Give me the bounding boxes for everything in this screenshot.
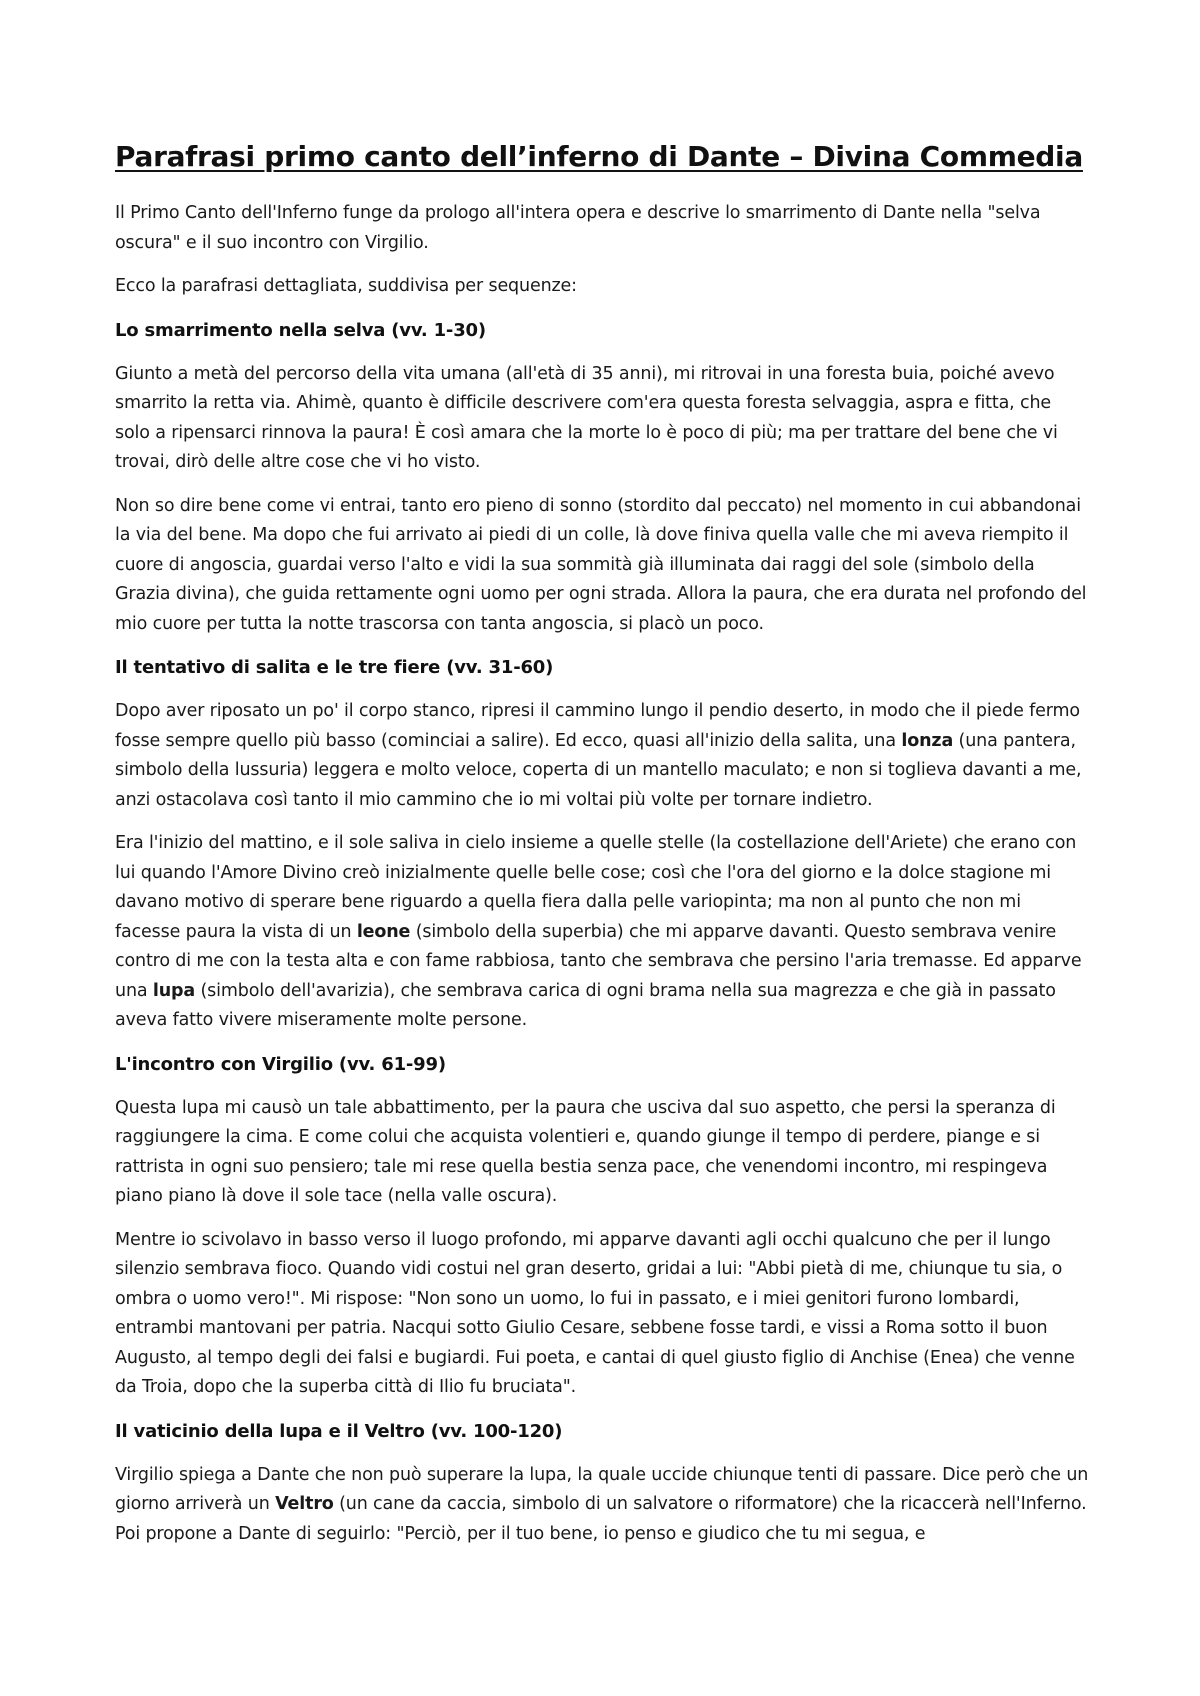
body-paragraph: Dopo aver riposato un po' il corpo stanco, ripresi il cammino lungo il pendio deserto, in modo che il piede fermo fosse sempre quello più basso (cominciai a salire). Ed ecco, quasi all'inizio della salita, una lonza (una pantera, simbolo della lussuria) leggera e molto veloce, coperta di un mantello maculato; e non si toglieva davanti a me, anzi ostacolava così tanto il mio cammino che io mi voltai più volte per tornare indietro.: [115, 701, 1082, 810]
section-heading-veltro: Il vaticinio della lupa e il Veltro (vv. 100-120): [115, 1420, 563, 1442]
body-paragraph: Non so dire bene come vi entrai, tanto ero pieno di sonno (stordito dal peccato) nel momento in cui abbandonai la via del bene. Ma dopo che fui arrivato ai piedi di un colle, là dove finiva quella valle che mi aveva riempito il cuore di angoscia, guardai verso l'alto e vidi la sua sommità già illuminata dai raggi del sole (simbolo della Grazia divina), che guida rettamente ogni uomo per ogni strada. Allora la paura, che era durata nel profondo del mio cuore per tutta la notte trascorsa con tanta angoscia, si placò un poco.: [115, 495, 1087, 634]
body-paragraph: Era l'inizio del mattino, e il sole saliva in cielo insieme a quelle stelle (la costellazione dell'Ariete) che erano con lui quando l'Amore Divino creò inizialmente quelle belle cose; così che l'ora del giorno e la dolce stagione mi davano motivo di sperare bene riguardo a quella fiera dalla pelle variopinta; ma non al punto che non mi facesse paura la vista di un leone (simbolo della superbia) che mi apparve davanti. Questo sembrava venire contro di me con la testa alta e con fame rabbiosa, tanto che sembrava che persino l'aria tremasse. Ed apparve una lupa (simbolo dell'avarizia), che sembrava carica di ogni brama nella sua magrezza e che già in passato aveva fatto vivere miseramente molte persone.: [115, 833, 1082, 1030]
document-title: Parafrasi primo canto dell’inferno di Dante – Divina Commedia: [115, 140, 1083, 173]
keyword-lupa: lupa: [152, 980, 196, 1001]
keyword-leone: leone: [356, 921, 411, 942]
body-paragraph: Virgilio spiega a Dante che non può superare la lupa, la quale uccide chiunque tenti di passare. Dice però che un giorno arriverà un Veltro (un cane da caccia, simbolo di un salvatore o riformatore) che la ricaccerà nell'Inferno. Poi propone a Dante di seguirlo: "Perciò, per il tuo bene, io penso e giudico che tu mi segua, e: [115, 1464, 1089, 1544]
section-heading-virgilio: L'incontro con Virgilio (vv. 61-99): [115, 1053, 446, 1075]
body-paragraph: Giunto a metà del percorso della vita umana (all'età di 35 anni), mi ritrovai in una foresta buia, poiché avevo smarrito la retta via. Ahimè, quanto è difficile descrivere com'era questa foresta selvaggia, aspra e fitta, che solo a ripensarci rinnova la paura! È così amara che la morte lo è poco di più; ma per trattare del bene che vi trovai, dirò delle altre cose che vi ho visto.: [115, 363, 1058, 472]
keyword-lonza: lonza: [901, 730, 954, 751]
lead-paragraph: Ecco la parafrasi dettagliata, suddivisa per sequenze:: [115, 276, 577, 296]
section-heading-tre-fiere: Il tentativo di salita e le tre fiere (vv. 31-60): [115, 657, 554, 678]
document-page: [115, 140, 1090, 1563]
intro-paragraph: Il Primo Canto dell'Inferno funge da prologo all'intera opera e descrive lo smarrimento di Dante nella "selva oscura" e il suo incontro con Virgilio.: [115, 203, 1041, 253]
body-paragraph: Mentre io scivolavo in basso verso il luogo profondo, mi apparve davanti agli occhi qualcuno che per il lungo silenzio sembrava fioco. Quando vidi costui nel gran deserto, gridai a lui: "Abbi pietà di me, chiunque tu sia, o ombra o uomo vero!". Mi rispose: "Non sono un uomo, lo fui in passato, e i miei genitori furono lombardi, entrambi mantovani per patria. Nacqui sotto Giulio Cesare, sebbene fosse tardi, e vissi a Roma sotto il buon Augusto, al tempo degli dei falsi e bugiardi. Fui poeta, e cantai di quel giusto figlio di Anchise (Enea) che venne da Troia, dopo che la superba città di Ilio fu bruciata".: [115, 1229, 1075, 1397]
section-heading-smarrimento: Lo smarrimento nella selva (vv. 1-30): [115, 319, 486, 341]
body-paragraph: Questa lupa mi causò un tale abbattimento, per la paura che usciva dal suo aspetto, che persi la speranza di raggiungere la cima. E come colui che acquista volentieri e, quando giunge il tempo di perdere, piange e si rattrista in ogni suo pensiero; tale mi rese quella bestia senza pace, che venendomi incontro, mi respingeva piano piano là dove il sole tace (nella valle oscura).: [115, 1097, 1056, 1206]
keyword-veltro: Veltro: [275, 1494, 334, 1514]
